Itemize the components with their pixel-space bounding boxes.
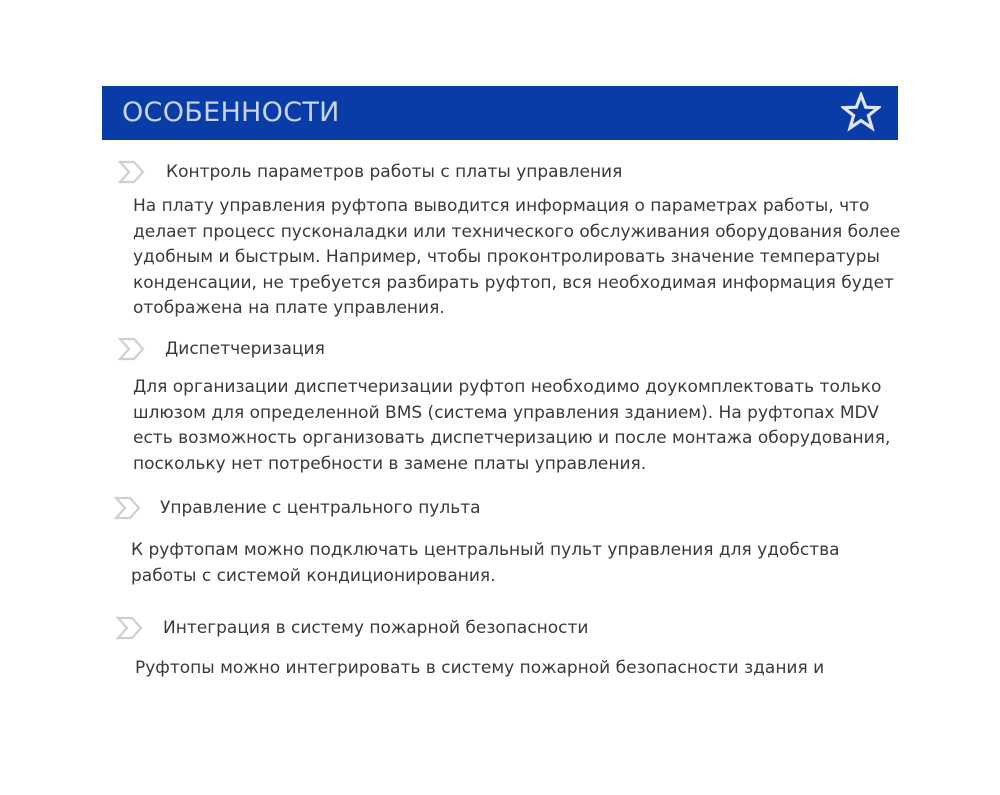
paragraph-line: отображена на плате управления. <box>133 298 445 318</box>
section-banner <box>102 86 898 140</box>
paragraph-line: шлюзом для определенной BMS (система управления зданием). На руфтопах MDV <box>133 402 879 423</box>
section-heading-control-params <box>116 159 622 185</box>
paragraph-line: удобным и быстрым. Например, чтобы проконтролировать значение температуры <box>133 247 880 267</box>
paragraph-line: есть возможность организовать диспетчеризацию и после монтажа оборудования, <box>133 428 891 448</box>
section-paragraph-dispatching <box>133 375 890 477</box>
chevron-right-icon <box>114 615 144 641</box>
chevron-right-icon <box>116 336 146 362</box>
paragraph-line: конденсации, не требуется разбирать руфтоп, вся необходимая информация будет <box>133 272 894 293</box>
paragraph-line: К руфтопам можно подключать центральный пульт управления для удобства <box>131 540 840 560</box>
section-heading-label: Контроль параметров работы с платы управления <box>166 162 623 182</box>
section-heading-label: Управление с центрального пульта <box>160 498 481 518</box>
paragraph-line: Руфтопы можно интегрировать в систему пожарной безопасности здания и <box>135 658 825 678</box>
section-paragraph-control-params <box>133 194 900 322</box>
banner-title: ОСОБЕННОСТИ <box>122 97 340 128</box>
star-icon <box>841 92 881 132</box>
section-heading-dispatching <box>116 336 325 362</box>
chevron-right-icon <box>112 495 142 521</box>
section-paragraph-central-remote <box>131 538 840 589</box>
section-heading-label: Интеграция в систему пожарной безопасности <box>163 618 589 638</box>
chevron-right-icon <box>116 159 146 185</box>
section-paragraph-fire-safety <box>135 656 824 682</box>
paragraph-line: На плату управления руфтопа выводится информация о параметрах работы, что <box>133 196 870 216</box>
section-heading-label: Диспетчеризация <box>165 339 325 359</box>
paragraph-line: поскольку нет потребности в замене платы управления. <box>133 453 647 474</box>
section-heading-fire-safety <box>114 615 588 641</box>
section-heading-central-remote <box>112 495 481 521</box>
paragraph-line: делает процесс пусконаладки или технического обслуживания оборудования более <box>133 221 901 242</box>
paragraph-line: Для организации диспетчеризации руфтоп необходимо доукомплектовать только <box>133 377 882 397</box>
paragraph-line: работы с системой кондиционирования. <box>131 565 496 586</box>
